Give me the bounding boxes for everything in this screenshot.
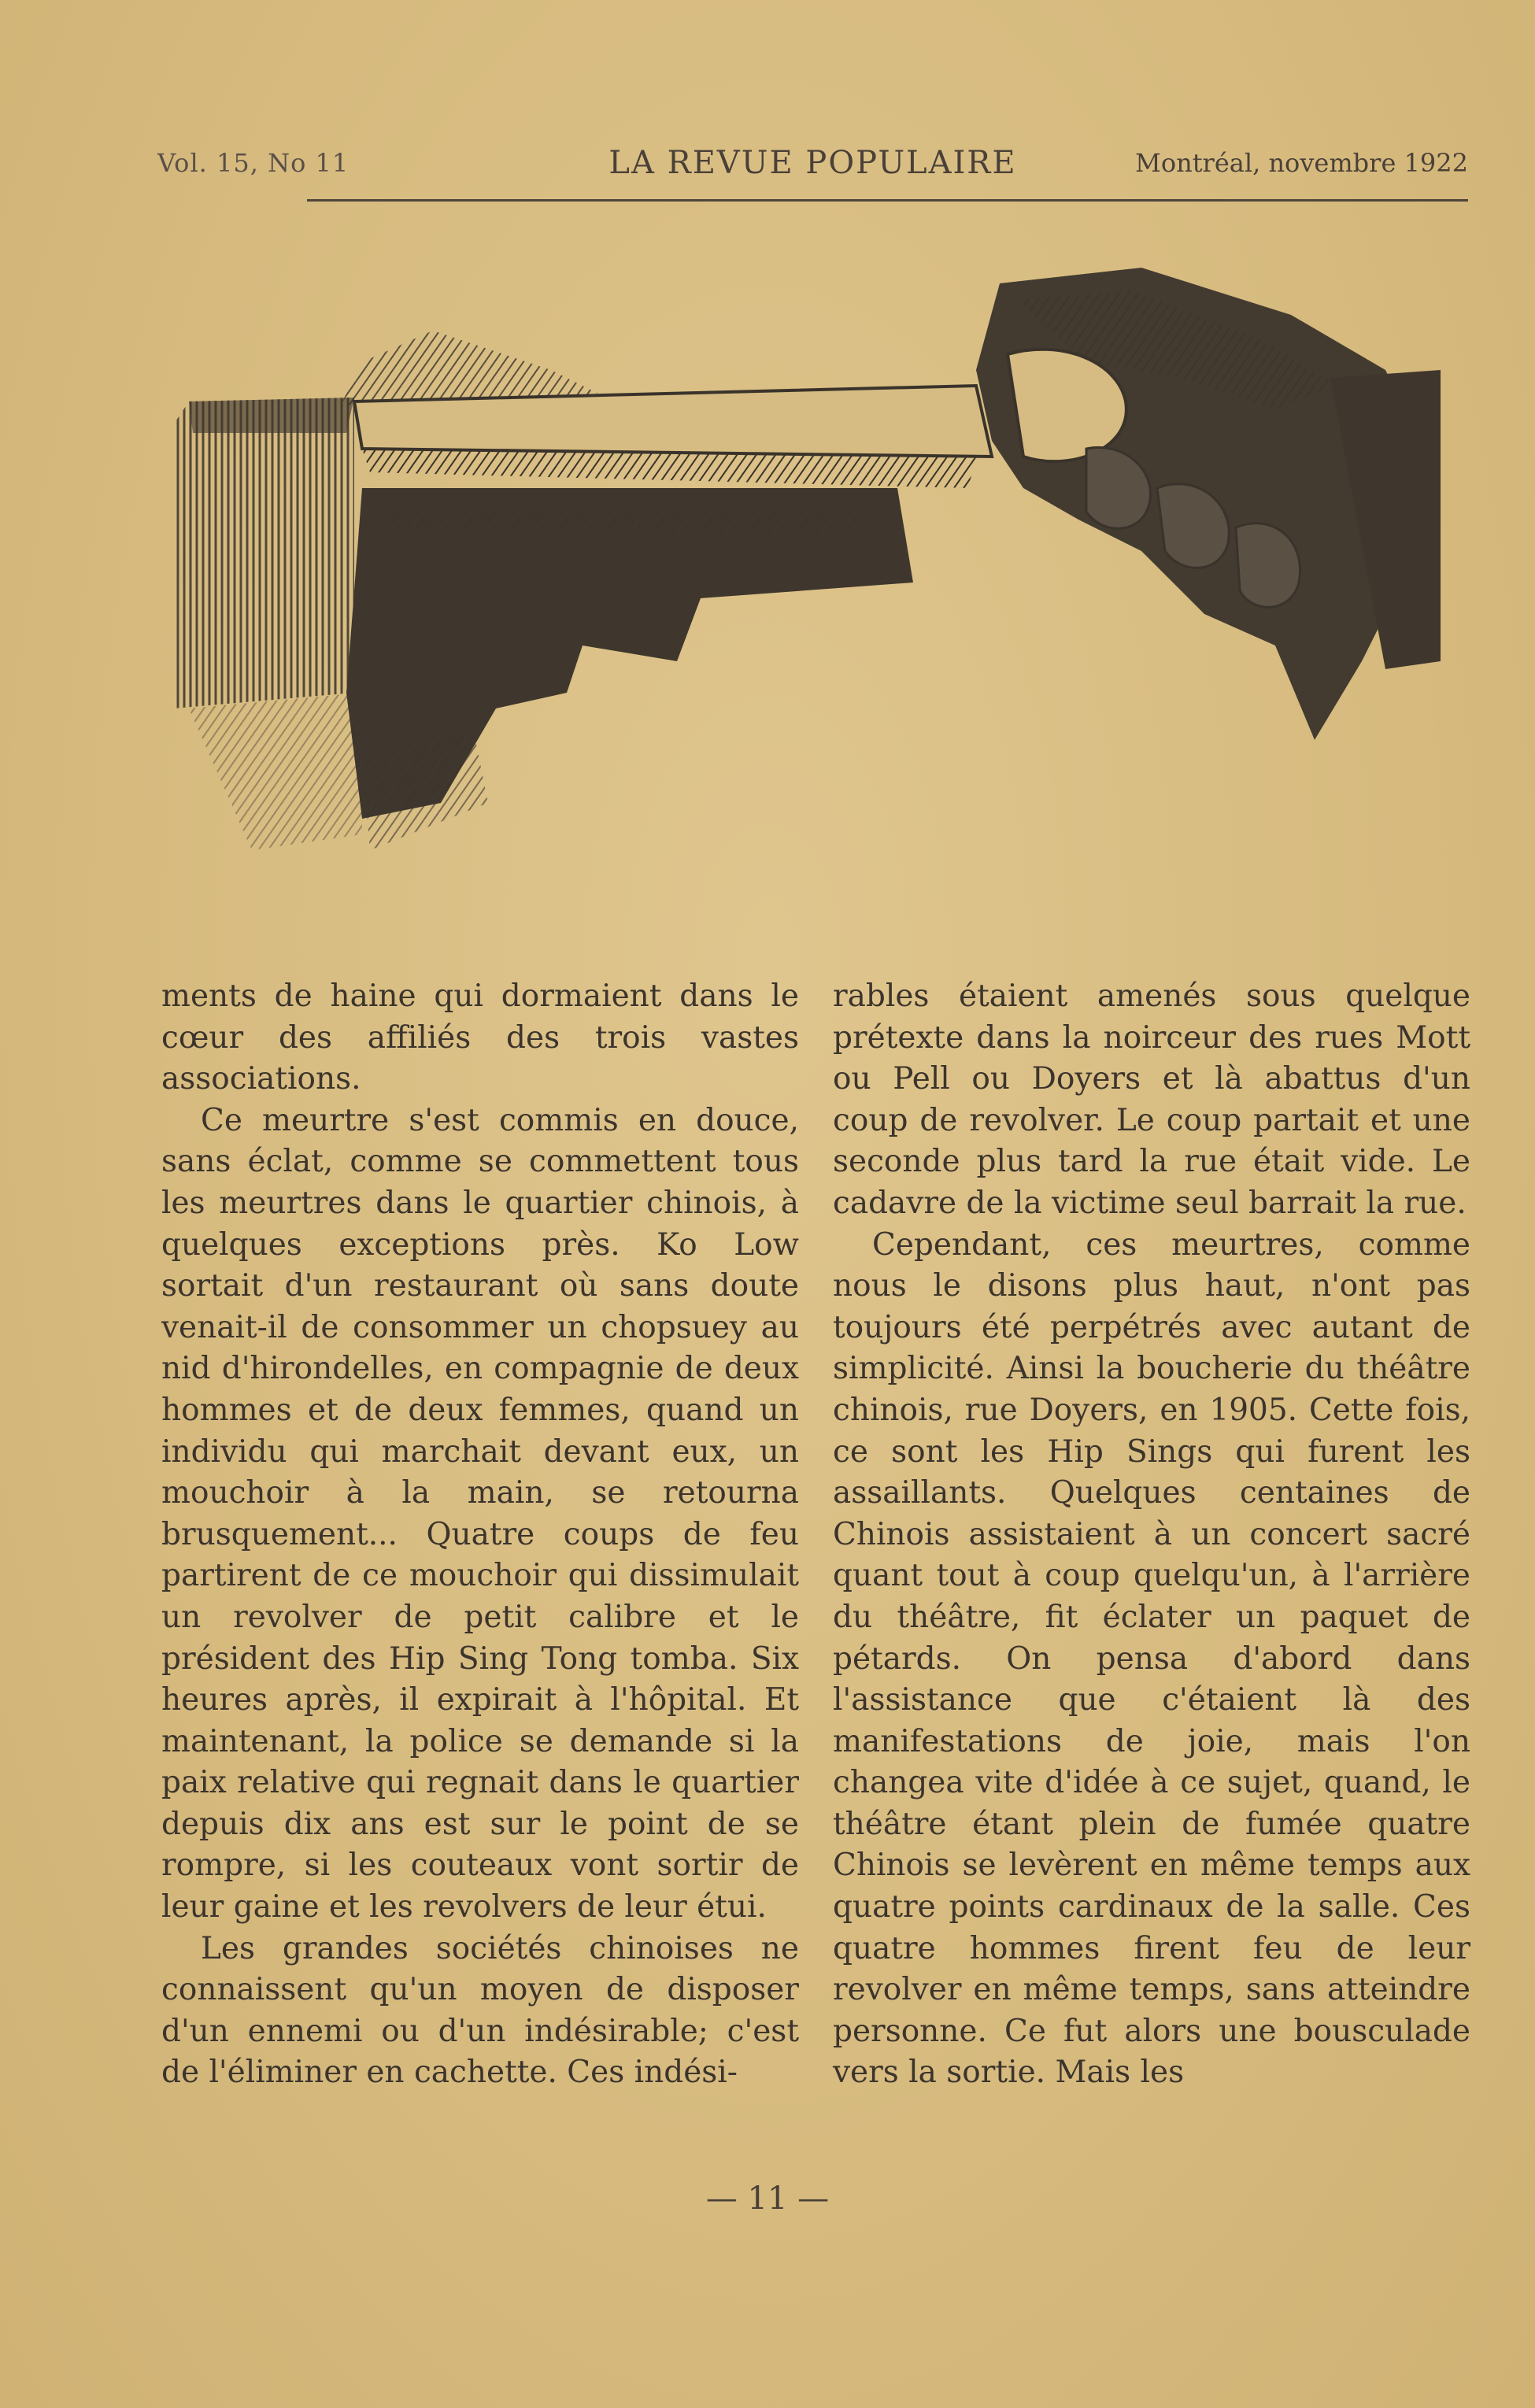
volume-number: Vol. 15, No 11 bbox=[157, 148, 350, 178]
text-column-right bbox=[833, 976, 1470, 2094]
paragraph: Cependant, ces meurtres, comme nous le disons plus haut, n'ont pas toujours été perpétrés avec autant de simplicité. Ainsi la boucherie du théâtre chinois, rue Doyers, en 1905. Cette fois, ce sont les Hip Sings qui furent les assaillants. Quelques centaines de Chinois assistaient à un concert sacré quant tout à coup quelqu'un, à l'arrière du théâtre, fit éclater un paquet de pétards. On pensa d'abord dans l'assistance que c'étaient là des manifestations de joie, mais l'on changea vite d'idée à ce sujet, quand, le théâtre étant plein de fumée quatre Chinois se levèrent en même temps aux quatre points cardinaux de la salle. Ces quatre hommes firent feu de leur revolver en même temps, sans atteindre personne. Ce fut alors une bousculade vers la sortie. Mais les bbox=[833, 1226, 1470, 2091]
paragraph: Les grandes sociétés chinoises ne connaissent qu'un moyen de disposer d'un ennemi ou d'un indésirable; c'est de l'éliminer en cachette. Ces indési- bbox=[161, 1930, 799, 2091]
paragraph: ments de haine qui dormaient dans le cœur des affiliés des trois vastes associations. bbox=[161, 978, 799, 1097]
page-number: — 11 — bbox=[705, 2181, 830, 2217]
text-column-left bbox=[161, 976, 799, 2094]
place-date: Montréal, novembre 1922 bbox=[1135, 148, 1468, 178]
running-header bbox=[157, 145, 1468, 187]
paragraph: rables étaient amenés sous quelque prétexte dans la noirceur des rues Mott ou Pell ou Doyers et là abattus d'un coup de revolver. Le coup partait et une seconde plus tard la rue était vide. Le cadavre de la victime seul barrait la rue. bbox=[833, 978, 1470, 1221]
header-rule bbox=[307, 199, 1468, 202]
paragraph: Ce meurtre s'est commis en douce, sans éclat, comme se commettent tous les meurtres dans le quartier chinois, à quelques exceptions près. Ko Low sortait d'un restaurant où sans doute venait-il de consommer un chopsuey au nid d'hirondelles, en compagnie de deux hommes et de deux femmes, quand un individu qui marchait devant eux, un mouchoir à la main, se retourna brusquement... Quatre coups de feu partirent de ce mouchoir qui dissimulait un revolver de petit calibre et le président des Hip Sing Tong tomba. Six heures après, il expirait à l'hôpital. Et maintenant, la police se demande si la paix relative qui regnait dans le quartier depuis dix ans est sur le point de se rompre, si les couteaux vont sortir de leur gaine et les revolvers de leur étui. bbox=[161, 1102, 799, 1925]
hand-holding-hatchet-illustration bbox=[157, 252, 1448, 945]
publication-title: LA REVUE POPULAIRE bbox=[608, 145, 1017, 181]
